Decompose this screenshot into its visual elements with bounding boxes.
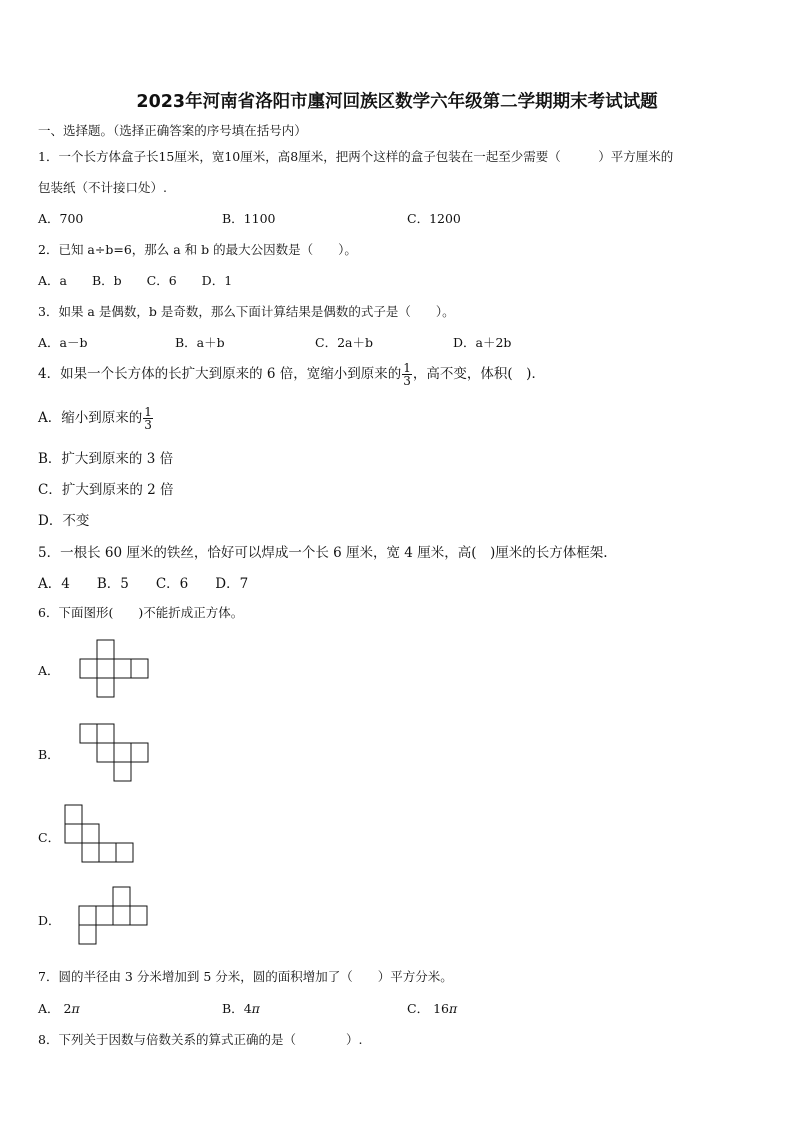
question-2-stem: 2．已知 a÷b=6，那么 a 和 b 的最大公因数是（ ）。 — [38, 242, 357, 257]
question-3-option-b: B．a＋b — [175, 335, 225, 350]
question-2-options: A．a B．b C．6 D．1 — [38, 273, 233, 288]
question-8-stem: 8．下列关于因数与倍数关系的算式正确的是（ ）. — [38, 1032, 363, 1047]
cube-net-c — [65, 805, 137, 863]
question-4-stem-part2: ，高不变，体积( )． — [412, 366, 545, 382]
question-5-stem: 5．一根长 60 厘米的铁丝，恰好可以焊成一个长 6 厘米，宽 4 厘米，高( )厘米的长方体框架. — [38, 545, 608, 561]
question-3-option-c: C．2a＋b — [315, 335, 373, 350]
question-6-stem: 6．下面图形( )不能折成正方体。 — [38, 605, 244, 620]
fraction-one-third: $\frac{1}{3}$ — [144, 405, 152, 432]
cube-net-a — [80, 640, 152, 698]
question-4-option-d: D．不变 — [38, 513, 90, 529]
question-4-stem — [38, 362, 545, 387]
question-6-option-a-label: A． — [38, 663, 60, 678]
question-1-option-c: C．1200 — [407, 211, 461, 226]
question-1-option-b: B．1100 — [222, 211, 276, 226]
cube-net-b — [80, 724, 152, 782]
question-1-option-a: A．700 — [38, 211, 84, 226]
question-4-option-a: A．缩小到原来的 $\frac{1}{3}$ — [38, 405, 152, 432]
fraction-one-third: $\frac{1}{3}$ — [403, 361, 411, 388]
question-4-stem-part1: 4．如果一个长方体的长扩大到原来的 6 倍，宽缩小到原来的 — [38, 366, 402, 382]
question-6-option-d-label: D． — [38, 913, 61, 928]
question-7-option-c: C． 16π — [407, 1001, 458, 1016]
question-7-option-a: A． 2π — [38, 1001, 80, 1016]
question-4-option-c: C．扩大到原来的 2 倍 — [38, 482, 174, 498]
page-title: 2023年河南省洛阳市廛河回族区数学六年级第二学期期末考试试题 — [136, 92, 658, 112]
question-7-stem: 7．圆的半径由 3 分米增加到 5 分米，圆的面积增加了（ ）平方分米。 — [38, 969, 453, 984]
cube-net-d — [79, 887, 151, 945]
question-4-option-b: B．扩大到原来的 3 倍 — [38, 451, 174, 467]
question-6-option-b-label: B． — [38, 747, 60, 762]
section-heading: 一、选择题。（选择正确答案的序号填在括号内） — [38, 123, 307, 138]
question-1-stem-line2: 包装纸（不计接口处）. — [38, 180, 167, 195]
question-3-option-a: A．a－b — [38, 335, 88, 350]
question-7-option-b: B．4π — [222, 1001, 260, 1016]
question-6-option-c-label: C． — [38, 830, 61, 845]
question-3-stem: 3．如果 a 是偶数，b 是奇数，那么下面计算结果是偶数的式子是（ ）。 — [38, 304, 455, 319]
question-5-options: A．4 B．5 C．6 D．7 — [38, 576, 249, 592]
question-3-option-d: D．a＋2b — [453, 335, 512, 350]
question-1-stem-line1: 1．一个长方体盒子长15厘米，宽10厘米，高8厘米，把两个这样的盒子包装在一起至少需要（ ）平方厘米的 — [38, 149, 674, 164]
